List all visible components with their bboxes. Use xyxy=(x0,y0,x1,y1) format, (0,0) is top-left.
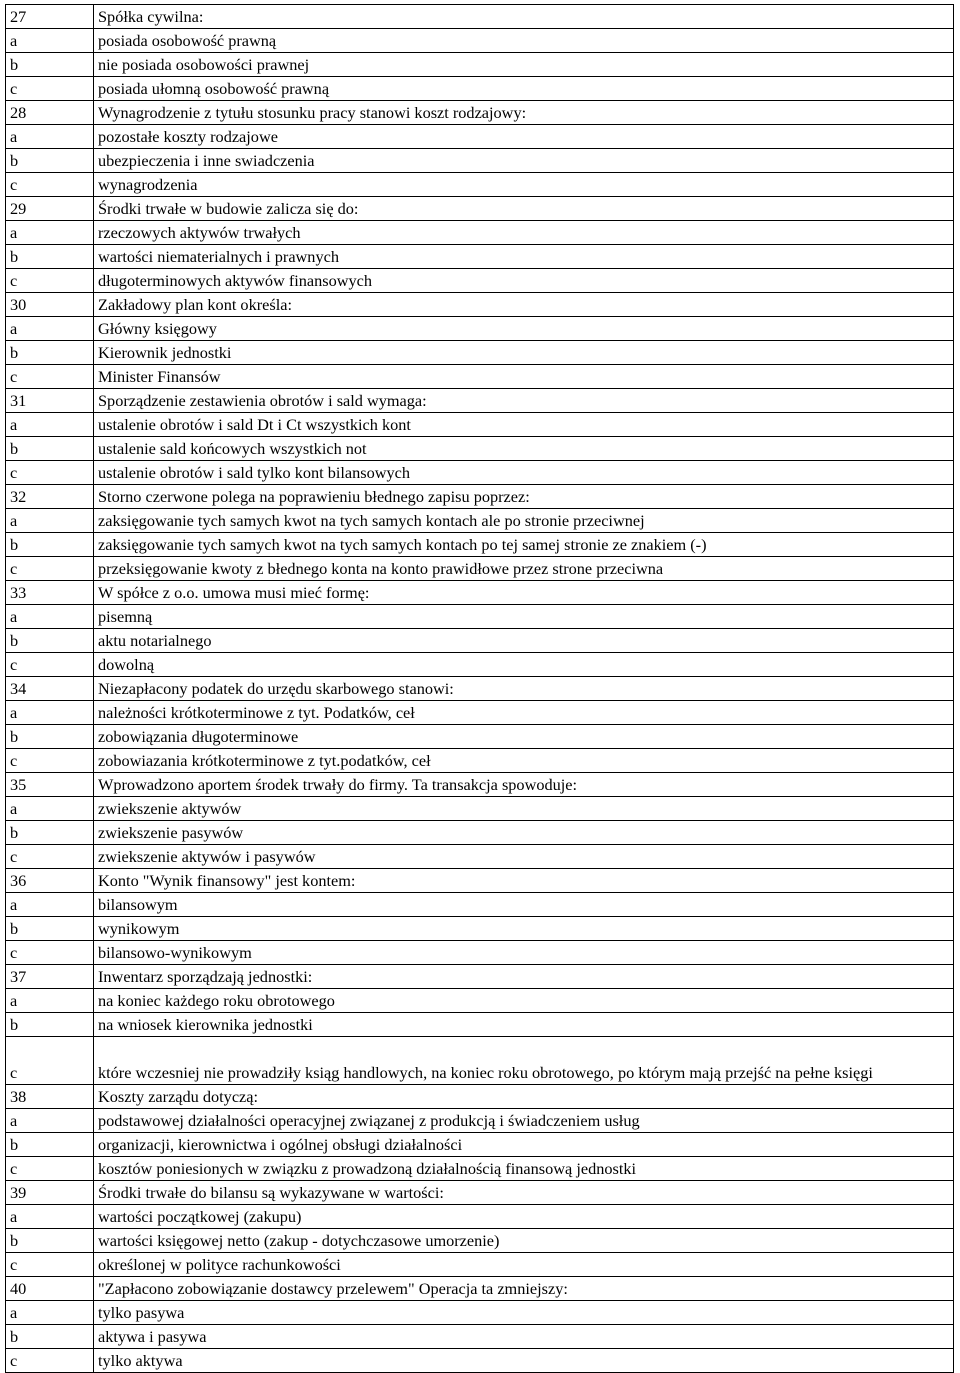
option-text: należności krótkoterminowe z tyt. Podatków, ceł xyxy=(94,701,954,725)
answer-option-row xyxy=(6,173,954,197)
option-letter: a xyxy=(6,989,94,1013)
question-number: 28 xyxy=(6,101,94,125)
option-letter: b xyxy=(6,821,94,845)
answer-option-row xyxy=(6,245,954,269)
question-text: Środki trwałe do bilansu są wykazywane w wartości: xyxy=(94,1181,954,1205)
option-letter: c xyxy=(6,1253,94,1277)
option-text: bilansowo-wynikowym xyxy=(94,941,954,965)
question-text: Niezapłacony podatek do urzędu skarbowego stanowi: xyxy=(94,677,954,701)
answer-option-row xyxy=(6,821,954,845)
option-text: ubezpieczenia i inne swiadczenia xyxy=(94,149,954,173)
question-number: 30 xyxy=(6,293,94,317)
answer-option-row xyxy=(6,437,954,461)
answer-option-row xyxy=(6,1229,954,1253)
option-text: posiada ułomną osobowość prawną xyxy=(94,77,954,101)
question-text: Konto "Wynik finansowy" jest kontem: xyxy=(94,869,954,893)
answer-option-row xyxy=(6,941,954,965)
option-letter: c xyxy=(6,653,94,677)
answer-option-row xyxy=(6,605,954,629)
option-letter: c xyxy=(6,1157,94,1181)
option-letter: b xyxy=(6,1325,94,1349)
answer-option-row xyxy=(6,701,954,725)
answer-option-row xyxy=(6,797,954,821)
question-row xyxy=(6,1085,954,1109)
option-text: zwiekszenie aktywów xyxy=(94,797,954,821)
question-text: Spółka cywilna: xyxy=(94,5,954,29)
question-text: Inwentarz sporządzają jednostki: xyxy=(94,965,954,989)
answer-option-row xyxy=(6,221,954,245)
answer-option-row xyxy=(6,557,954,581)
option-letter: a xyxy=(6,1205,94,1229)
option-text: aktywa i pasywa xyxy=(94,1325,954,1349)
question-number: 36 xyxy=(6,869,94,893)
question-row xyxy=(6,581,954,605)
answer-option-row xyxy=(6,29,954,53)
question-text: W spółce z o.o. umowa musi mieć formę: xyxy=(94,581,954,605)
option-text: pozostałe koszty rodzajowe xyxy=(94,125,954,149)
question-row xyxy=(6,677,954,701)
option-letter: b xyxy=(6,53,94,77)
question-number: 31 xyxy=(6,389,94,413)
option-letter: c xyxy=(6,77,94,101)
option-letter: b xyxy=(6,629,94,653)
question-text: Zakładowy plan kont określa: xyxy=(94,293,954,317)
option-text: kosztów poniesionych w związku z prowadzoną działalnością finansową jednostki xyxy=(94,1157,954,1181)
option-text: Kierownik jednostki xyxy=(94,341,954,365)
option-letter: b xyxy=(6,341,94,365)
question-row xyxy=(6,485,954,509)
option-letter: a xyxy=(6,701,94,725)
answer-option-row xyxy=(6,1037,954,1085)
question-row xyxy=(6,869,954,893)
question-text: Środki trwałe w budowie zalicza się do: xyxy=(94,197,954,221)
question-row xyxy=(6,1181,954,1205)
option-text: wartości początkowej (zakupu) xyxy=(94,1205,954,1229)
question-row xyxy=(6,101,954,125)
answer-option-row xyxy=(6,917,954,941)
option-text: podstawowej działalności operacyjnej związanej z produkcją i świadczeniem usług xyxy=(94,1109,954,1133)
question-number: 27 xyxy=(6,5,94,29)
answer-option-row xyxy=(6,893,954,917)
option-letter: a xyxy=(6,1109,94,1133)
answer-option-row xyxy=(6,1301,954,1325)
question-row xyxy=(6,293,954,317)
answer-option-row xyxy=(6,653,954,677)
option-text: zwiekszenie pasywów xyxy=(94,821,954,845)
option-text: ustalenie sald końcowych wszystkich not xyxy=(94,437,954,461)
option-text: nie posiada osobowości prawnej xyxy=(94,53,954,77)
option-text: tylko pasywa xyxy=(94,1301,954,1325)
question-row xyxy=(6,1277,954,1301)
answer-option-row xyxy=(6,1013,954,1037)
option-text: zobowiazania krótkoterminowe z tyt.podatków, ceł xyxy=(94,749,954,773)
option-letter: a xyxy=(6,125,94,149)
option-letter: a xyxy=(6,221,94,245)
option-text: wartości księgowej netto (zakup - dotychczasowe umorzenie) xyxy=(94,1229,954,1253)
option-letter: b xyxy=(6,917,94,941)
question-text: Storno czerwone polega na poprawieniu błednego zapisu poprzez: xyxy=(94,485,954,509)
answer-option-row xyxy=(6,317,954,341)
option-text: zaksięgowanie tych samych kwot na tych samych kontach po tej samej stronie ze znakiem (-) xyxy=(94,533,954,557)
option-text: wartości niematerialnych i prawnych xyxy=(94,245,954,269)
option-letter: b xyxy=(6,245,94,269)
option-letter: b xyxy=(6,533,94,557)
option-letter: b xyxy=(6,725,94,749)
answer-option-row xyxy=(6,149,954,173)
option-text: ustalenie obrotów i sald Dt i Ct wszystkich kont xyxy=(94,413,954,437)
answer-option-row xyxy=(6,629,954,653)
option-text: określonej w polityce rachunkowości xyxy=(94,1253,954,1277)
option-letter: c xyxy=(6,557,94,581)
question-number: 29 xyxy=(6,197,94,221)
option-text: na wniosek kierownika jednostki xyxy=(94,1013,954,1037)
option-text: zaksięgowanie tych samych kwot na tych samych kontach ale po stronie przeciwnej xyxy=(94,509,954,533)
question-row xyxy=(6,389,954,413)
option-text: na koniec każdego roku obrotowego xyxy=(94,989,954,1013)
question-row xyxy=(6,965,954,989)
option-letter: c xyxy=(6,365,94,389)
option-letter: a xyxy=(6,797,94,821)
answer-option-row xyxy=(6,53,954,77)
option-text: bilansowym xyxy=(94,893,954,917)
answer-option-row xyxy=(6,341,954,365)
option-text: wynikowym xyxy=(94,917,954,941)
answer-option-row xyxy=(6,461,954,485)
question-text: Wynagrodzenie z tytułu stosunku pracy stanowi koszt rodzajowy: xyxy=(94,101,954,125)
option-letter: b xyxy=(6,1133,94,1157)
option-letter: a xyxy=(6,1301,94,1325)
option-letter: c xyxy=(6,749,94,773)
option-letter: c xyxy=(6,461,94,485)
answer-option-row xyxy=(6,509,954,533)
answer-option-row xyxy=(6,533,954,557)
option-letter: a xyxy=(6,893,94,917)
question-number: 35 xyxy=(6,773,94,797)
answer-option-row xyxy=(6,125,954,149)
question-text: "Zapłacono zobowiązanie dostawcy przelewem" Operacja ta zmniejszy: xyxy=(94,1277,954,1301)
question-text: Koszty zarządu dotyczą: xyxy=(94,1085,954,1109)
question-row xyxy=(6,5,954,29)
option-letter: c xyxy=(6,173,94,197)
option-text: długoterminowych aktywów finansowych xyxy=(94,269,954,293)
option-letter: b xyxy=(6,149,94,173)
answer-option-row xyxy=(6,1157,954,1181)
question-number: 32 xyxy=(6,485,94,509)
option-text: pisemną xyxy=(94,605,954,629)
quiz-table xyxy=(5,4,954,1373)
answer-option-row xyxy=(6,269,954,293)
option-letter: a xyxy=(6,29,94,53)
option-letter: b xyxy=(6,1229,94,1253)
option-text: zobowiązania długoterminowe xyxy=(94,725,954,749)
option-letter: c xyxy=(6,1349,94,1373)
option-text: aktu notarialnego xyxy=(94,629,954,653)
answer-option-row xyxy=(6,413,954,437)
question-text: Sporządzenie zestawienia obrotów i sald wymaga: xyxy=(94,389,954,413)
option-text: rzeczowych aktywów trwałych xyxy=(94,221,954,245)
option-text: posiada osobowość prawną xyxy=(94,29,954,53)
question-number: 38 xyxy=(6,1085,94,1109)
question-row xyxy=(6,773,954,797)
option-letter: a xyxy=(6,413,94,437)
answer-option-row xyxy=(6,989,954,1013)
option-letter: c xyxy=(6,941,94,965)
answer-option-row xyxy=(6,77,954,101)
question-number: 37 xyxy=(6,965,94,989)
option-text: które wczesniej nie prowadziły ksiąg handlowych, na koniec roku obrotowego, po którym mają przejść na pełne księgi xyxy=(94,1037,954,1085)
option-letter: a xyxy=(6,605,94,629)
option-text: zwiekszenie aktywów i pasywów xyxy=(94,845,954,869)
option-text: Główny księgowy xyxy=(94,317,954,341)
answer-option-row xyxy=(6,365,954,389)
question-row xyxy=(6,197,954,221)
quiz-body xyxy=(6,5,954,1373)
option-text: przeksięgowanie kwoty z błednego konta na konto prawidłowe przez strone przeciwna xyxy=(94,557,954,581)
answer-option-row xyxy=(6,1133,954,1157)
option-text: organizacji, kierownictwa i ogólnej obsługi działalności xyxy=(94,1133,954,1157)
option-text: ustalenie obrotów i sald tylko kont bilansowych xyxy=(94,461,954,485)
answer-option-row xyxy=(6,749,954,773)
answer-option-row xyxy=(6,1325,954,1349)
answer-option-row xyxy=(6,1109,954,1133)
answer-option-row xyxy=(6,725,954,749)
answer-option-row xyxy=(6,845,954,869)
answer-option-row xyxy=(6,1205,954,1229)
option-text: Minister Finansów xyxy=(94,365,954,389)
question-text: Wprowadzono aportem środek trwały do firmy. Ta transakcja spowoduje: xyxy=(94,773,954,797)
question-number: 34 xyxy=(6,677,94,701)
answer-option-row xyxy=(6,1253,954,1277)
option-text: tylko aktywa xyxy=(94,1349,954,1373)
option-letter: b xyxy=(6,1013,94,1037)
option-letter: c xyxy=(6,1037,94,1085)
option-letter: b xyxy=(6,437,94,461)
option-letter: a xyxy=(6,509,94,533)
question-number: 40 xyxy=(6,1277,94,1301)
option-text: dowolną xyxy=(94,653,954,677)
option-letter: c xyxy=(6,269,94,293)
question-number: 33 xyxy=(6,581,94,605)
question-number: 39 xyxy=(6,1181,94,1205)
option-letter: c xyxy=(6,845,94,869)
option-text: wynagrodzenia xyxy=(94,173,954,197)
option-letter: a xyxy=(6,317,94,341)
